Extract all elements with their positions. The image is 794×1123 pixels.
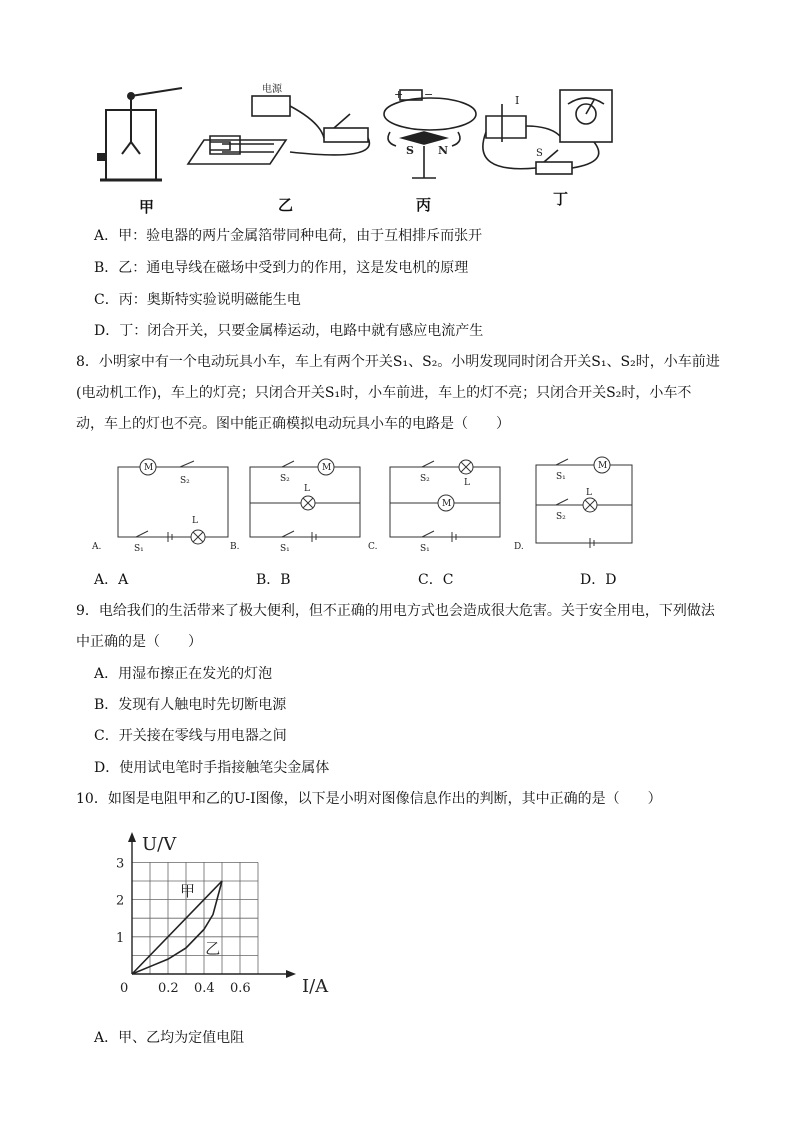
fig-label-yi: 乙 xyxy=(278,196,294,214)
x-axis-label: I/A xyxy=(302,976,329,997)
y-axis-label: U/V xyxy=(142,834,177,855)
q10-option-a: A．甲、乙均为定值电阻 xyxy=(94,1030,245,1046)
q7-option-d: D．丁：闭合开关，只要金属棒运动，电路中就有感应电流产生 xyxy=(94,323,484,339)
circuit-b-s1-label: S₁ xyxy=(280,544,290,554)
y-tick-label: 3 xyxy=(116,856,125,872)
switch-s-label: S xyxy=(536,148,543,159)
compass-n-label: N xyxy=(438,144,449,157)
circuit-b-letter: B. xyxy=(230,542,240,552)
x-tick-label: 0.4 xyxy=(194,981,215,996)
circuit-a-s1-label: S₁ xyxy=(134,544,144,554)
x-tick-label: 0.6 xyxy=(230,981,251,996)
q9-option-a: A．用湿布擦正在发光的灯泡 xyxy=(94,666,273,682)
circuit-d-s2-label: S₂ xyxy=(556,512,566,522)
battery-minus-label: − xyxy=(424,88,434,101)
x-tick-label: 0.2 xyxy=(158,981,179,996)
circuit-b-s2-label: S₂ xyxy=(280,474,290,484)
circuit-c-s1-label: S₁ xyxy=(420,544,430,554)
q9-option-d: D．使用试电笔时手指接触笔尖金属体 xyxy=(94,760,330,776)
circuit-c-letter: C. xyxy=(368,542,378,552)
circuit-d-lamp-label: L xyxy=(586,488,592,498)
origin-label: 0 xyxy=(120,981,129,996)
induction-figure xyxy=(483,90,612,174)
q9-option-c: C．开关接在零线与用电器之间 xyxy=(94,728,287,744)
q8-option-a: A．A xyxy=(94,572,129,588)
circuit-c-s2-label: S₂ xyxy=(420,474,430,484)
q8-circuit-diagrams xyxy=(90,455,650,555)
q7-option-b: B．乙：通电导线在磁场中受到力的作用，这是发电机的原理 xyxy=(94,260,469,276)
q8-question-line-2: (电动机工作)，车上的灯亮；只闭合开关S₁时，小车前进，车上的灯不亮；只闭合开关S₂时，小车不 xyxy=(76,385,692,401)
circuit-d-letter: D. xyxy=(514,542,524,552)
q8-option-b: B．B xyxy=(256,572,291,588)
y-tick-label: 1 xyxy=(116,930,125,946)
circuit-a-motor-label: M xyxy=(144,463,154,473)
compass-s-label: S xyxy=(406,144,414,157)
x-axis-arrow xyxy=(286,970,296,978)
q7-option-a: A．甲：验电器的两片金属箔带同种电荷，由于互相排斥而张开 xyxy=(94,228,483,244)
q9-question-line-1: 9．电给我们的生活带来了极大便利，但不正确的用电方式也会造成很大危害。关于安全用电，下列做法 xyxy=(76,603,715,619)
circuit-a-letter: A. xyxy=(92,542,102,552)
series-jia-line xyxy=(132,881,222,974)
q7-figures xyxy=(90,82,650,192)
series-yi-label: 乙 xyxy=(205,939,221,958)
q8-option-c: C．C xyxy=(418,572,454,588)
circuit-c-motor-label: M xyxy=(442,499,452,509)
q8-question-line-1: 8．小明家中有一个电动玩具小车，车上有两个开关S₁、S₂。小明发现同时闭合开关S₁、S₂时，小车前进 xyxy=(76,354,720,370)
fig-label-bing: 丙 xyxy=(416,196,432,214)
circuit-b-lamp-label: L xyxy=(304,484,310,494)
battery-plus-label: + xyxy=(394,88,404,101)
q10-question-line: 10．如图是电阻甲和乙的U-I图像，以下是小明对图像信息作出的判断，其中正确的是（ ） xyxy=(76,791,662,807)
electroscope-figure xyxy=(98,88,182,180)
q9-option-b: B．发现有人触电时先切断电源 xyxy=(94,697,287,713)
fig-label-jia: 甲 xyxy=(139,198,155,216)
oersted-figure xyxy=(384,90,476,178)
q7-option-c: C．丙：奥斯特实验说明磁能生电 xyxy=(94,292,301,308)
circuit-b-motor-label: M xyxy=(322,463,332,473)
ui-chart xyxy=(100,828,329,1008)
y-tick-label: 2 xyxy=(116,893,125,909)
circuit-d-s1-label: S₁ xyxy=(556,472,566,482)
y-axis-arrow xyxy=(128,832,136,842)
circuit-c-lamp-label: L xyxy=(464,478,470,488)
fig-label-ding: 丁 xyxy=(553,190,569,208)
circuit-d-motor-label: M xyxy=(598,461,608,471)
circuit-a-lamp-label: L xyxy=(192,516,198,526)
circuit-a-s2-label: S₂ xyxy=(180,476,190,486)
q8-question-line-3: 动，车上的灯也不亮。图中能正确模拟电动玩具小车的电路是（ ） xyxy=(76,416,510,432)
q8-option-d: D．D xyxy=(580,572,617,588)
current-label: I xyxy=(515,94,520,107)
motor-principle-figure xyxy=(188,82,369,164)
series-jia-label: 甲 xyxy=(180,881,196,900)
power-label: 电源 xyxy=(262,84,282,95)
q9-question-line-2: 中正确的是（ ） xyxy=(76,634,202,650)
